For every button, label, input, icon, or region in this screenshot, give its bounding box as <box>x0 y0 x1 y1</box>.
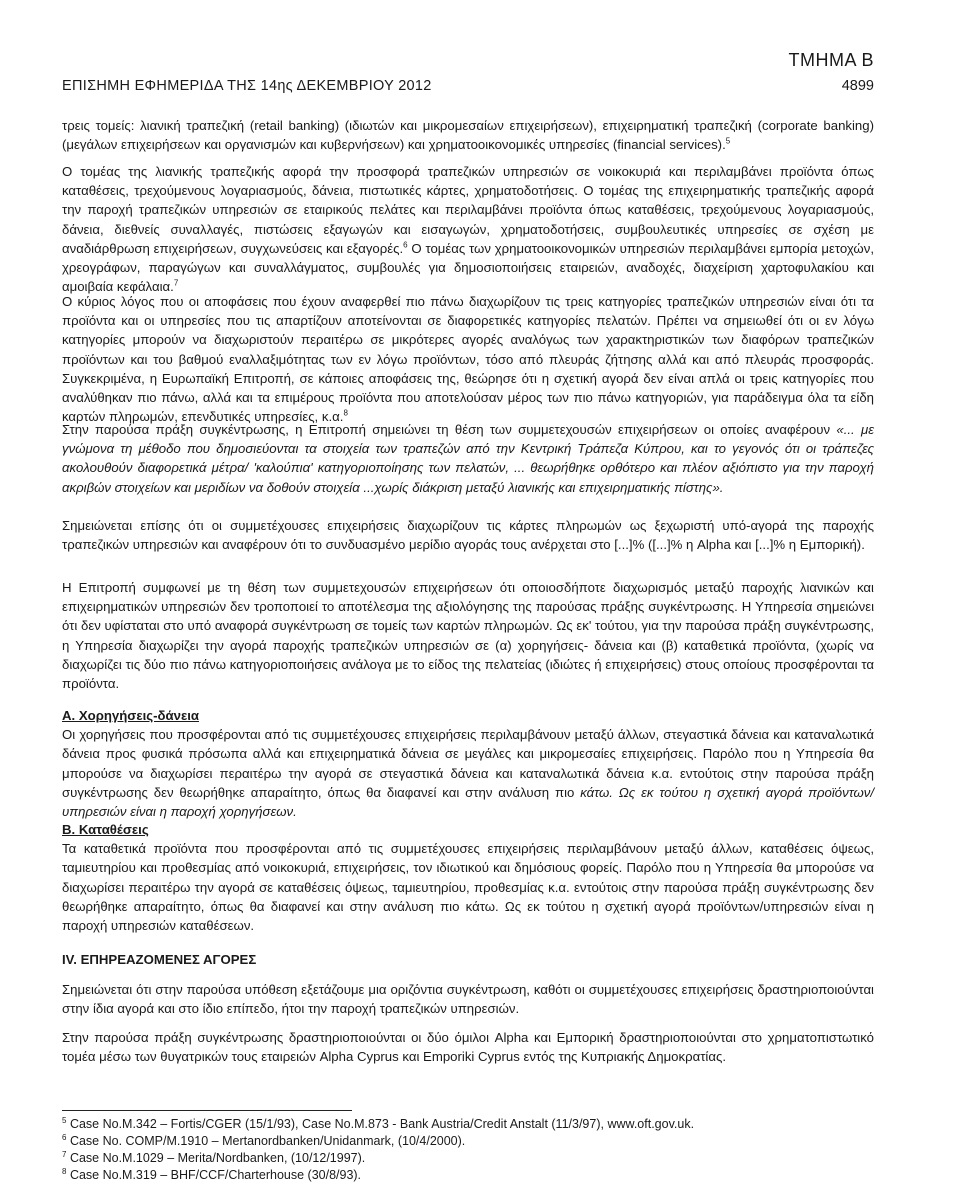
body-block-1 <box>62 116 874 154</box>
paragraph-cards: Σημειώνεται επίσης ότι οι συμμετέχουσες επιχειρήσεις διαχωρίζουν τις κάρτες πληρωμών ως ξεχωριστή υπό-αγορά της παροχής τραπεζικών υπηρεσιών και αναφέρουν ότι το συνδυασμένο μερίδιο αγοράς τους ανέρχεται στο [...]% ([...]% η Alpha και [...]% η Εμπορική). <box>62 518 874 553</box>
footnote-ref-6: 6 <box>403 240 408 250</box>
body-block-7 <box>62 706 874 821</box>
paragraph-sectors <box>62 162 874 296</box>
paragraph-position-quote: «... με γνώμονα τη μέθοδο που δημοσιεύονται τα στοιχεία των τραπεζών από την Κεντρική Τράπεζα Κύπρου, και το γεγονός ότι οι τράπεζες ακολουθούν διαφορετικά μέτρα/ 'καλούπια' κατηγοριοποίησης των πελατών, ... θεωρήθηκε ορθότερο και πλέον αξιόπιστο για την παροχή ακριβών στοιχείων και μεριδίων να δοθούν στοιχεία ...χωρίς διάκριση μεταξύ λιανικής και επιχειρηματικής πίστης». <box>62 422 875 495</box>
paragraph-agreement: Η Επιτροπή συμφωνεί με τη θέση των συμμετεχουσών επιχειρήσεων ότι οποιοσδήποτε διαχωρισμός μεταξύ παροχής λιανικών και επιχειρηματικών υπηρεσιών δεν τροποποιεί το αποτέλεσμα της αξιολόγησης της παρούσας πράξης συγκέντρωσης. Η Υπηρεσία σημειώνει ότι δεν υφίσταται στο υπό αναφορά συγκέντρωση σε τομείς των καρτών πληρωμών. Ως εκ' τούτου, για την παρούσα πράξη συγκέντρωσης, η Υπηρεσία διαχωρίζει την αγορά παροχής τραπεζικών υπηρεσιών σε (α) χορηγήσεις- δάνεια και (β) καταθετικά προϊόντα, (χωρίς να διαχωρίζει τις δύο πιο πάνω κατηγοριοποιήσεις ανάλογα με το είδος της πελατείας (ιδιώτες ή επιχειρήσεις) στους οποίους προσφέρονται τα προϊόντα. <box>62 580 874 692</box>
footnote-6 <box>62 1133 874 1150</box>
body-block-4 <box>62 420 874 497</box>
footnote-number: 5 <box>62 1115 67 1125</box>
footnote-7 <box>62 1150 874 1167</box>
footnote-text: Case No.M.319 – BHF/CCF/Charterhouse (30/8/93). <box>69 1168 362 1182</box>
footnote-5 <box>62 1116 874 1133</box>
body-block-8 <box>62 820 874 935</box>
body-block-9 <box>62 950 874 969</box>
page-header <box>62 78 874 94</box>
footnote-ref-8: 8 <box>343 408 348 418</box>
paragraph-loans <box>62 725 874 821</box>
footnote-number: 6 <box>62 1132 67 1142</box>
paragraph-deposits: Τα καταθετικά προϊόντα που προσφέρονται από τις συμμετέχουσες επιχειρήσεις περιλαμβάνουν μεταξύ άλλων, καταθέσεις όψεως, ταμιευτηρίου και προθεσμίας από νοικοκυριά, επιχειρήσεις, τον ιδιωτικού και δημόσιους φορείς. Παρόλο που η Υπηρεσία θα μπορούσε να διαχωρίσει περαιτέρω την αγορά σε καταθέσεις όψεως, ταμιευτηρίου, προθεσμίας κ.α. εντούτοις στην παρούσα πράξη συγκέντρωσης δεν θεωρήθηκε απαραίτητο, όπως θα διαφανεί και στην ανάλυση πιο κάτω. Ως εκ τούτου η σχετική αγορά προϊόντων/υπηρεσιών είναι η παροχή υπηρεσιών καταθέσεων. <box>62 841 874 934</box>
footnote-text: Case No.M.1029 – Merita/Nordbanken, (10/12/1997). <box>69 1151 366 1165</box>
footnote-text: Case No. COMP/M.1910 – Mertanordbanken/Unidanmark, (10/4/2000). <box>69 1134 466 1148</box>
body-block-5 <box>62 516 874 554</box>
paragraph-intro-text: τρεις τομείς: λιανική τραπεζική (retail banking) (ιδιωτών και μικρομεσαίων επιχειρήσεων), επιχειρηματική τραπεζική (corporate banking) (μεγάλων επιχειρήσεων και οργανισμών και κυβερνήσεων) και χρηματοοικονομικές υπηρεσίες (financial services). <box>62 118 874 153</box>
footnote-number: 8 <box>62 1166 67 1176</box>
page-number: 4899 <box>841 78 874 94</box>
footnote-8 <box>62 1167 874 1184</box>
body-block-11 <box>62 1028 874 1066</box>
paragraph-sectors-text-a: Ο τομέας της λιανικής τραπεζικής αφορά την προσφορά τραπεζικών υπηρεσιών σε νοικοκυριά και περιλαμβάνει προϊόντα όπως καταθέσεις, τρεχούμενους λογαριασμούς, δάνεια, πιστωτικές κάρτες, χρηματοδοτήσεις. Ο τομέας της επιχειρηματικής τραπεζικής αφορά την παροχή τραπεζικών υπηρεσιών σε εταιρικούς πελάτες και περιλαμβάνει προϊόντα όπως καταθέσεις, τρεχούμενους λογαριασμούς, δάνεια, διεθνείς συναλλαγές, πιστώσεις εξαγωγών και εισαγωγών, χρηματοδοτήσεις, συμβουλευτικές υπηρεσίες σε σχέση με αναδιάρθρωση επιχειρήσεων, συγχωνεύσεις και εξαγορές. <box>62 164 874 256</box>
paragraph-position <box>62 420 874 497</box>
footnote-number: 7 <box>62 1149 67 1159</box>
body-block-3 <box>62 292 874 426</box>
heading-loans: Α. Χορηγήσεις-δάνεια <box>62 708 199 723</box>
paragraph-horizontal: Σημειώνεται ότι στην παρούσα υπόθεση εξετάζουμε μια οριζόντια συγκέντρωση, καθότι οι συμμετέχουσες επιχειρήσεις δραστηριοποιούνται στην ίδια αγορά και στο ίδιο επίπεδο, ήτοι την παροχή τραπεζικών υπηρεσιών. <box>62 982 874 1017</box>
footnote-ref-7: 7 <box>173 278 179 288</box>
paragraph-loans-text: Οι χορηγήσεις που προσφέρονται από τις συμμετέχουσες επιχειρήσεις περιλαμβάνουν μεταξύ άλλων, στεγαστικά δάνεια και καταναλωτικά δάνεια προς φυσικά πρόσωπα αλλά και επιχειρηματικά δάνεια σε μεγάλες και μικρομεσαίες επιχειρήσεις. Παρόλο που η Υπηρεσία θα μπορούσε να διαχωρίσει περαιτέρω την αγορά σε στεγαστικά δάνεια και καταναλωτικά δάνεια κ.α. εντούτοις στην παρούσα πράξη συγκέντρωσης δεν θεωρήθηκε απαραίτητο, όπως θα διαφανεί και στην ανάλυση πιο <box>62 727 874 800</box>
gazette-title: ΕΠΙΣΗΜΗ ΕΦΗΜΕΡΙΔΑ ΤΗΣ 14ης ΔΕΚΕΜΒΡΙΟΥ 2012 <box>62 78 432 94</box>
heading-deposits: Β. Καταθέσεις <box>62 822 149 837</box>
paragraph-groups: Στην παρούσα πράξη συγκέντρωσης δραστηριοποιούνται οι δύο όμιλοι Alpha και Εμπορική δραστηριοποιούνται στο χρηματοπιστωτικό τομέα μέσω των θυγατρικών τους εταιρειών Alpha Cyprus και Emporiki Cyprus εντός της Κυπριακής Δημοκρατίας. <box>62 1030 874 1065</box>
footnote-text: Case No.M.342 – Fortis/CGER (15/1/93), Case No.M.873 - Bank Austria/Credit Anstalt (11/3/97), www.oft.gov.uk. <box>69 1117 695 1131</box>
paragraph-loans-italic: κάτω. Ως εκ τούτου η σχετική αγορά προϊόντων/υπηρεσιών είναι η παροχή χορηγήσεων. <box>62 784 874 820</box>
section-label: ΤΜΗΜΑ Β <box>788 50 874 70</box>
footnote-ref-5: 5 <box>725 136 731 146</box>
paragraph-sectors-text-b: Ο τομέας των χρηματοοικονομικών υπηρεσιών περιλαμβάνει εμπορία μετοχών, χρεογράφων, παραγώγων και συναλλάγματος, συμβουλές για δημοσιοποιήσεις εταιρειών, αναδοχές, διαχείριση χαρτοφυλακίου και αμοιβαία κεφάλαια. <box>62 240 874 295</box>
paragraph-intro <box>62 116 874 154</box>
body-block-10 <box>62 980 874 1018</box>
heading-affected-markets: IV. ΕΠΗΡΕΑΖΟΜΕΝΕΣ ΑΓΟΡΕΣ <box>62 952 257 967</box>
footnote-divider <box>62 1110 352 1111</box>
paragraph-main-reason <box>62 292 874 426</box>
footnotes <box>62 1116 874 1184</box>
body-block-6 <box>62 578 874 693</box>
body-block-2 <box>62 162 874 296</box>
paragraph-position-text: Στην παρούσα πράξη συγκέντρωσης, η Επιτροπή σημειώνει τη θέση των συμμετεχουσών επιχειρήσεων οι οποίες αναφέρουν <box>62 422 837 437</box>
paragraph-main-reason-text: Ο κύριος λόγος που οι αποφάσεις που έχουν αναφερθεί πιο πάνω διαχωρίζουν τις τρεις κατηγορίες τραπεζικών υπηρεσιών είναι ότι τα προϊόντα και οι υπηρεσίες που τις απαρτίζουν αποτείνονται σε διαφορετικές κατηγορίες πελατών. Πρέπει να σημειωθεί ότι οι εν λόγω κατηγορίες μπορούν να διαχωριστούν περαιτέρω σε μικρότερες αγορές αναλόγως των χαρακτηριστικών των διαφόρων τραπεζικών προϊόντων και του βαθμού εναλλαξιμότητας των εν λόγω προϊόντων, τόσο από πλευράς ζήτησης αλλά και από πλευράς προσφοράς. Συγκεκριμένα, η Ευρωπαϊκή Επιτροπή, σε κάποιες αποφάσεις της, θεώρησε ότι η σχετική αγορά δεν είναι απλά οι τρεις κατηγορίες που αναλύθηκαν πιο πάνω, αλλά και τα επιμέρους προϊόντα που αποτελούσαν μέρος των πιο πάνω κατηγοριών, για παράδειγμα όλα τα είδη καρτών πληρωμών, επενδυτικές υπηρεσίες, κ.α. <box>62 294 874 425</box>
